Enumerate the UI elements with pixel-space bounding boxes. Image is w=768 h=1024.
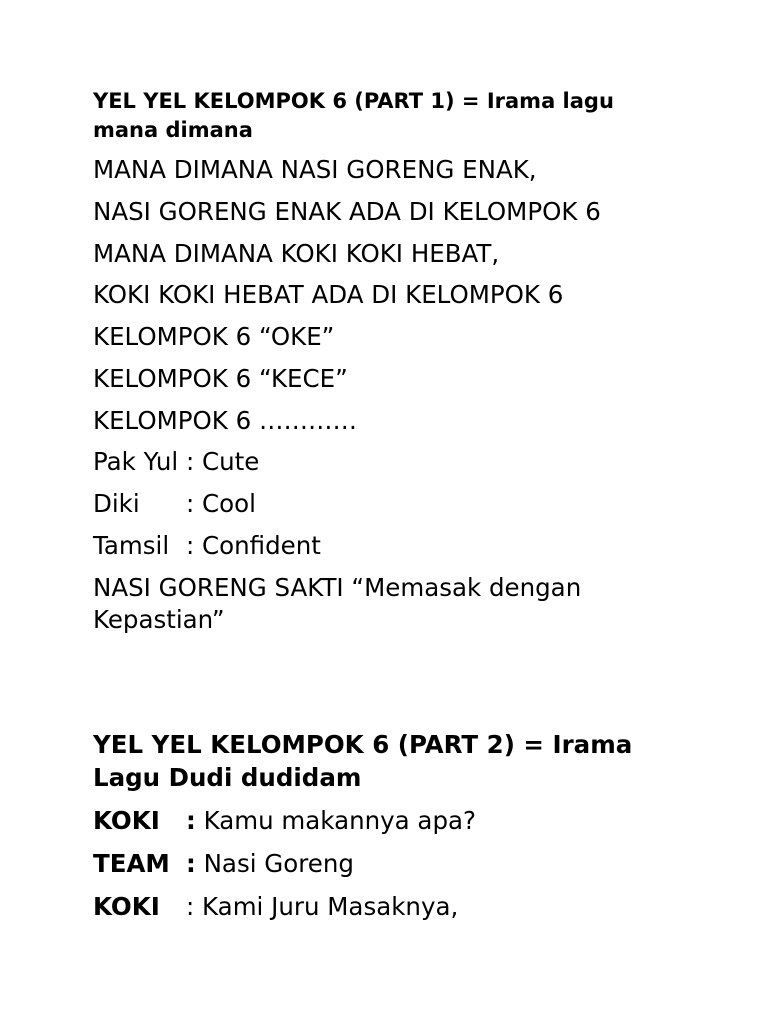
lyric-line: MANA DIMANA NASI GORENG ENAK, (93, 155, 537, 184)
lyric-line: KELOMPOK 6 “OKE” (93, 322, 335, 351)
lyric-line: KOKI KOKI HEBAT ADA DI KELOMPOK 6 (93, 280, 564, 309)
member-name: Pak Yul (93, 447, 179, 476)
part2-heading: YEL YEL KELOMPOK 6 (PART 2) = Irama Lagu Dudi dudidam (93, 730, 633, 792)
dialogue-row (93, 891, 458, 923)
member-separator: : (186, 489, 203, 518)
part1-heading: YEL YEL KELOMPOK 6 (PART 1) = Irama lagu mana dimana (93, 89, 614, 142)
member-trait: Cute (202, 447, 260, 476)
member-separator: : (178, 447, 202, 476)
lyric-line: NASI GORENG ENAK ADA DI KELOMPOK 6 (93, 197, 601, 226)
member-row (93, 488, 256, 520)
dialogue-text: Nasi Goreng (195, 849, 354, 878)
dialogue-text: Kami Juru Masaknya, (202, 892, 459, 921)
member-row (93, 530, 321, 562)
member-name: Diki (93, 489, 140, 518)
member-trait: Cool (202, 489, 256, 518)
lyric-line: KELOMPOK 6 ………… (93, 406, 358, 435)
member-trait: Confident (202, 531, 321, 560)
speaker-label: KOKI (93, 892, 160, 921)
lyric-line: MANA DIMANA KOKI KOKI HEBAT, (93, 239, 500, 268)
member-row (93, 446, 259, 478)
speaker-separator: : (186, 849, 196, 878)
dialogue-text: Kamu makannya apa? (195, 806, 477, 835)
speaker-separator: : (186, 892, 203, 921)
speaker-label: TEAM (93, 849, 170, 878)
member-name: Tamsil (93, 531, 170, 560)
dialogue-row (93, 848, 354, 880)
speaker-separator: : (186, 806, 196, 835)
dialogue-row (93, 805, 476, 837)
closing-line: NASI GORENG SAKTI “Memasak dengan Kepastian” (93, 573, 582, 634)
lyric-line: KELOMPOK 6 “KECE” (93, 364, 348, 393)
speaker-label: KOKI (93, 806, 160, 835)
member-separator: : (186, 531, 203, 560)
